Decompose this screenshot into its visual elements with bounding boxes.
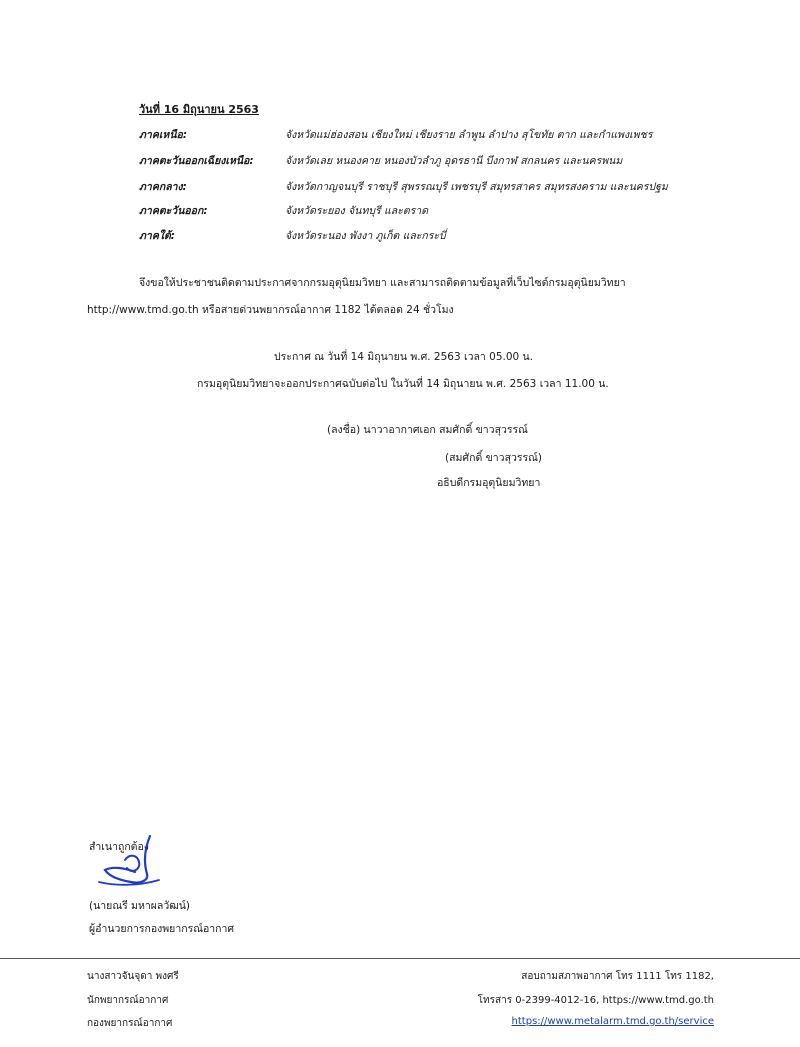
footer-contact-name: นางสาวจันจุดา พงศรี [87, 971, 179, 982]
region-value-east: จังหวัดระยอง จันทบุรี และตราด [285, 205, 429, 217]
region-label-northeast: ภาคตะวันออกเฉียงเหนือ: [139, 155, 254, 167]
region-label-central: ภาคกลาง: [139, 181, 187, 193]
region-label-east: ภาคตะวันออก: [139, 205, 208, 217]
announce-line-2: กรมอุตุนิยมวิทยาจะออกประกาศฉบับต่อไป ในวันที่ 14 มิถุนายน พ.ศ. 2563 เวลา 11.00 น. [197, 378, 609, 390]
advice-line-1: จึงขอให้ประชาชนติดตามประกาศจากกรมอุตุนิยมวิทยา และสามารถติดตามข้อมูลที่เว็บไซต์กรมอุตุนิยมวิทยา [139, 277, 626, 289]
footer-service-link[interactable]: https://www.metalarm.tmd.go.th/service [511, 1016, 714, 1027]
certify-label: สำเนาถูกต้อง [89, 841, 149, 853]
footer-hotline: สอบถามสภาพอากาศ โทร 1111 โทร 1182, [521, 971, 714, 982]
footer-contact-dept: กองพยากรณ์อากาศ [87, 1018, 173, 1029]
advice-line-2: http://www.tmd.go.th หรือสายด่วนพยากรณ์อากาศ 1182 ได้ตลอด 24 ชั่วโมง [87, 304, 454, 316]
certify-name: (นายณรี มหาผลวัฒน์) [89, 900, 191, 912]
footer-contact-role: นักพยากรณ์อากาศ [87, 995, 169, 1006]
date-heading: วันที่ 16 มิถุนายน 2563 [139, 103, 259, 116]
region-value-central: จังหวัดกาญจนบุรี ราชบุรี สุพรรณบุรี เพชรบุรี สมุทรสาคร สมุทรสงคราม และนครปฐม [285, 181, 668, 193]
region-label-south: ภาคใต้: [139, 230, 175, 242]
region-value-south: จังหวัดระนอง พังงา ภูเก็ต และกระบี่ [285, 230, 446, 242]
certify-title: ผู้อำนวยการกองพยากรณ์อากาศ [89, 923, 235, 935]
footer-fax: โทรสาร 0-2399-4012-16, https://www.tmd.go.th [477, 995, 714, 1006]
signatory-name: (สมศักดิ์ ขาวสุวรรณ์) [445, 452, 542, 464]
region-label-north: ภาคเหนือ: [139, 129, 188, 141]
region-value-north: จังหวัดแม่ฮ่องสอน เชียงใหม่ เชียงราย ลำพูน ลำปาง สุโขทัย ตาก และกำแพงเพชร [285, 129, 653, 141]
signatory-signed: (ลงชื่อ) นาวาอากาศเอก สมศักดิ์ ขาวสุวรรณ์ [327, 424, 528, 436]
signature-mark [95, 830, 165, 890]
announce-line-1: ประกาศ ณ วันที่ 14 มิถุนายน พ.ศ. 2563 เวลา 05.00 น. [274, 351, 534, 363]
region-value-northeast: จังหวัดเลย หนองคาย หนองบัวลำภู อุดรธานี บึงกาฬ สกลนคร และนครพนม [285, 155, 623, 167]
signatory-title: อธิบดีกรมอุตุนิยมวิทยา [437, 477, 541, 489]
footer-divider [0, 958, 800, 959]
